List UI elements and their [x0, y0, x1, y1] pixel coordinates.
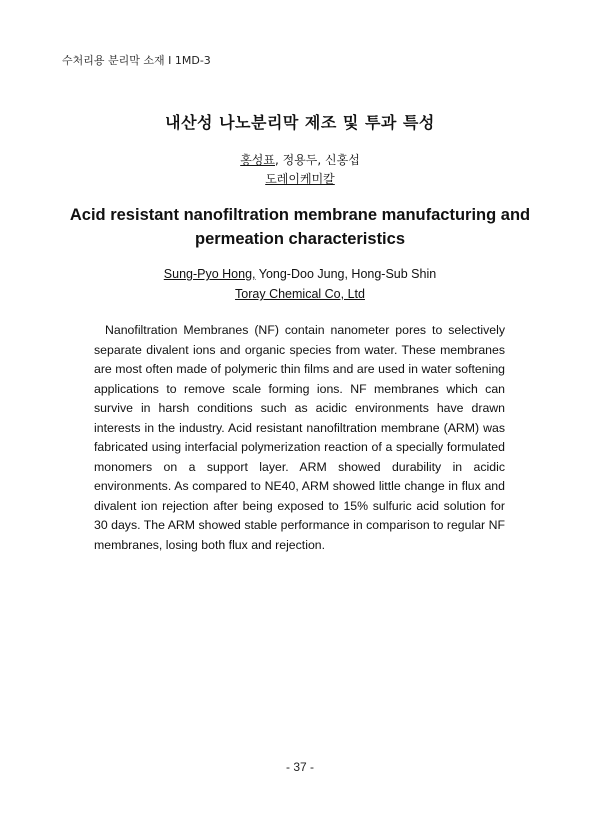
english-coauthors: Yong-Doo Jung, Hong-Sub Shin	[255, 267, 437, 281]
korean-coauthors: , 정용두, 신홍섭	[274, 153, 360, 167]
korean-affiliation	[0, 170, 600, 187]
abstract-body: Nanofiltration Membranes (NF) contain nanometer pores to selectively separate divalent ions and organic species from water. These membranes are most often made of polymeric thin films and are used in water softening applications to remove scale forming ions. NF membranes which can survive in harsh conditions such as acidic environments have drawn interests in the industry. Acid resistant nanofiltration membrane (ARM) was fabricated using interfacial polymerization reaction of a specially formulated monomers on a support layer. ARM showed durability in acidic environments. As compared to NE40, ARM showed little change in flux and divalent ion rejection after being exposed to 15% sulfuric acid solution for 30 days. The ARM showed stable performance in comparison to regular NF membranes, losing both flux and rejection.	[94, 323, 505, 552]
english-title: Acid resistant nanofiltration membrane manufacturing and permeation characteristics	[69, 206, 531, 248]
page-number: - 37 -	[285, 760, 314, 774]
korean-affiliation-text: 도레이케미칼	[265, 172, 335, 186]
korean-presenter: 홍성표	[240, 153, 275, 167]
korean-title: 내산성 나노분리막 제조 및 투과 특성	[165, 113, 435, 132]
english-presenter: Sung-Pyo Hong,	[163, 267, 256, 281]
english-authors	[0, 267, 600, 281]
session-header: 수처리용 분리막 소재 Ⅰ 1MD-3	[62, 54, 211, 67]
english-affiliation-text: Toray Chemical Co, Ltd	[235, 287, 365, 301]
korean-authors	[0, 151, 600, 168]
english-affiliation	[0, 287, 600, 301]
